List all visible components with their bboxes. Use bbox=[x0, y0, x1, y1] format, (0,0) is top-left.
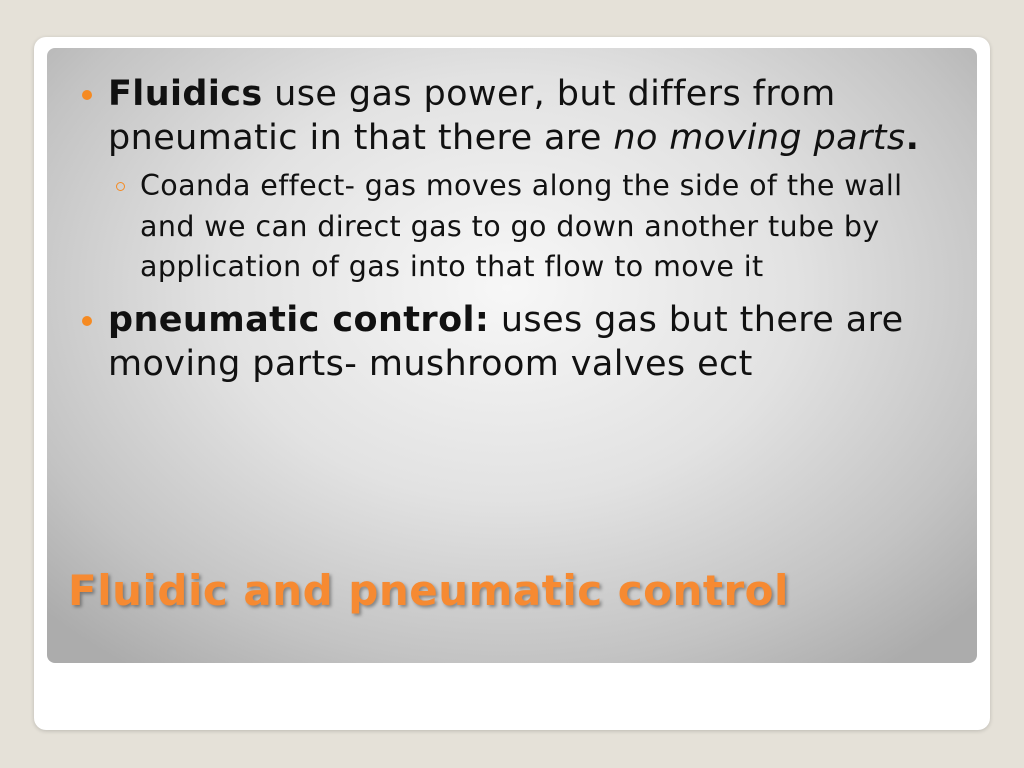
bullet-item bbox=[74, 72, 964, 160]
bullet-italic-text: no moving parts bbox=[613, 118, 906, 158]
bullet-dot-icon bbox=[82, 90, 92, 100]
bullet-end-punctuation: . bbox=[905, 118, 920, 158]
bullet-dot-icon bbox=[82, 316, 92, 326]
bullet-text: use gas power, but differs from pneumatic in that there are bbox=[108, 74, 836, 158]
bullet-bold-term: pneumatic control: bbox=[108, 299, 490, 340]
sub-bullet-ring-icon bbox=[116, 182, 125, 191]
bullet-list bbox=[74, 72, 964, 386]
bullet-item bbox=[74, 298, 964, 386]
sub-bullet-text: Coanda effect- gas moves along the side of the wall and we can direct gas to go down another tube by application of gas into that flow to move it bbox=[140, 169, 903, 283]
bullet-text: uses gas but there are moving parts- mushroom valves ect bbox=[108, 299, 904, 384]
sub-bullet-item bbox=[74, 166, 964, 288]
bullet-bold-term: Fluidics bbox=[108, 74, 263, 114]
slide-title: Fluidic and pneumatic control bbox=[68, 566, 789, 615]
